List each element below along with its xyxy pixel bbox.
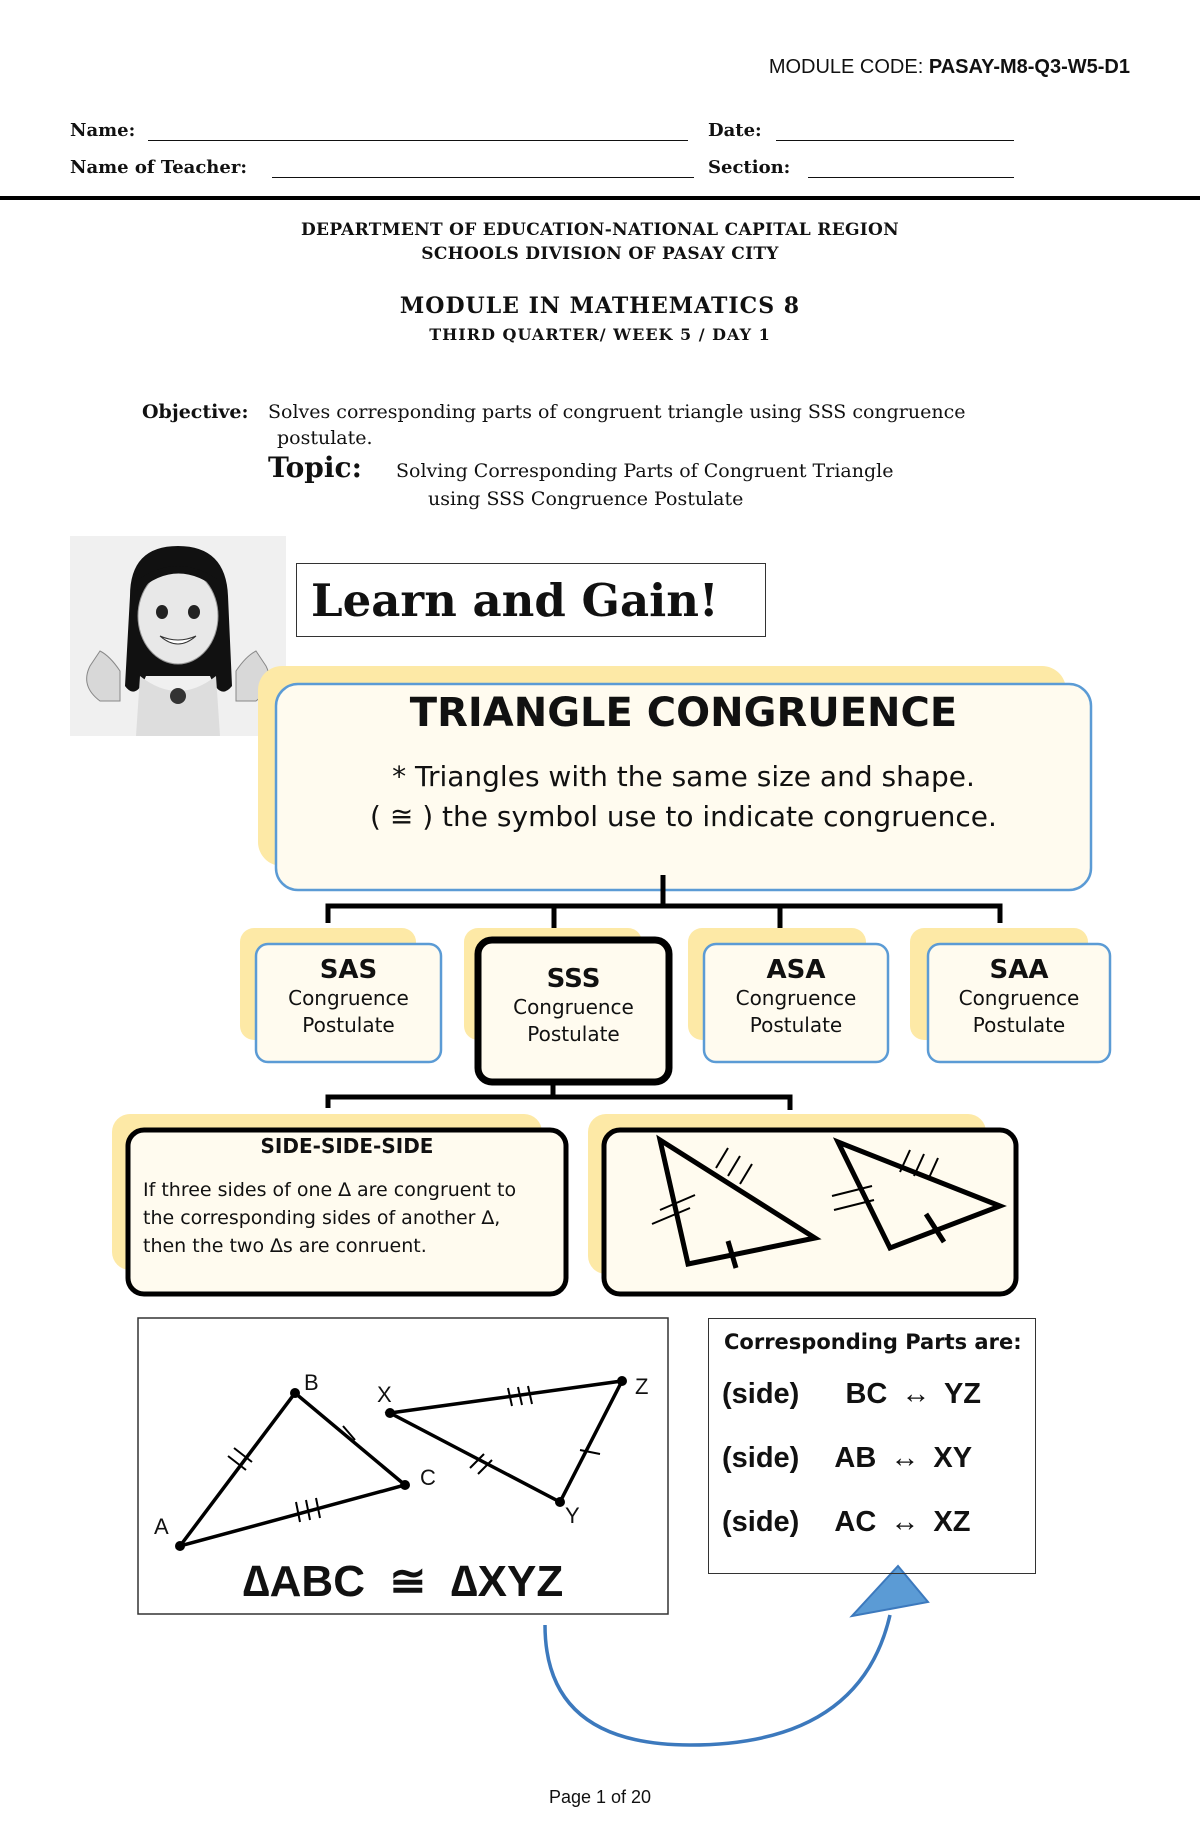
postulate-line1: Congruence <box>958 986 1080 1010</box>
double-arrow-icon: ↔ <box>890 1506 920 1538</box>
corresponding-row <box>722 1442 972 1475</box>
learn-heading: Learn and Gain! <box>296 563 766 637</box>
postulate-line2: Postulate <box>527 1022 620 1046</box>
section-label: Section: <box>708 157 791 178</box>
part-left: BC <box>845 1378 888 1410</box>
congruence-statement: ∆ABC ≅ ∆XYZ <box>242 1557 564 1606</box>
part-left: AC <box>834 1506 877 1538</box>
double-arrow-icon: ↔ <box>890 1442 920 1474</box>
part-kind: (side) <box>722 1506 800 1538</box>
postulate-line1: Congruence <box>735 986 857 1010</box>
dept-line2: SCHOOLS DIVISION OF PASAY CITY <box>421 244 779 264</box>
postulate-sas <box>256 955 441 1039</box>
sss-line2: the corresponding sides of another ∆, <box>143 1207 501 1229</box>
topic-text2: using SSS Congruence Postulate <box>428 488 744 510</box>
module-title: MODULE IN MATHEMATICS 8 <box>399 293 801 319</box>
part-right: XY <box>933 1442 973 1474</box>
objective-text2: postulate. <box>277 427 373 449</box>
corresponding-row <box>722 1506 970 1539</box>
double-arrow-icon: ↔ <box>901 1378 931 1410</box>
postulate-line2: Postulate <box>749 1013 843 1037</box>
postulate-line2: Postulate <box>302 1013 395 1037</box>
part-kind: (side) <box>722 1378 800 1410</box>
name-label: Name: <box>70 120 136 141</box>
vertex-z: Z <box>635 1374 649 1399</box>
sss-line3: then the two ∆s are conruent. <box>143 1235 427 1257</box>
module-code-value: PASAY-M8-Q3-W5-D1 <box>928 56 1130 78</box>
postulate-saa <box>928 955 1110 1039</box>
part-right: XZ <box>933 1506 971 1538</box>
vertex-b: B <box>304 1370 319 1395</box>
main-line1: * Triangles with the same size and shape. <box>392 760 975 793</box>
vertex-a: A <box>154 1514 169 1539</box>
vertex-y: Y <box>565 1503 580 1528</box>
part-left: AB <box>834 1442 877 1474</box>
postulate-line1: Congruence <box>288 986 409 1010</box>
postulate-sss <box>478 964 669 1048</box>
sss-line1: If three sides of one ∆ are congruent to <box>143 1179 517 1201</box>
sss-title: SIDE-SIDE-SIDE <box>260 1134 434 1158</box>
date-label: Date: <box>708 120 762 141</box>
corresponding-row <box>722 1378 981 1411</box>
quarter-title: THIRD QUARTER/ WEEK 5 / DAY 1 <box>429 325 771 344</box>
postulate-abbr: ASA <box>766 955 826 985</box>
page-number: Page 1 of 20 <box>548 1787 652 1807</box>
corresponding-title: Corresponding Parts are: <box>724 1330 1022 1354</box>
part-right: YZ <box>943 1378 982 1410</box>
postulate-line2: Postulate <box>972 1013 1066 1037</box>
curved-arrow <box>545 1615 890 1745</box>
postulate-abbr: SAS <box>319 955 378 985</box>
objective-label: Objective: <box>142 401 249 423</box>
vertex-c: C <box>420 1465 436 1490</box>
part-kind: (side) <box>722 1442 800 1474</box>
postulate-abbr: SSS <box>546 964 601 994</box>
main-title: TRIANGLE CONGRUENCE <box>409 690 958 736</box>
topic-label: Topic: <box>268 451 362 484</box>
module-code-label: MODULE CODE: <box>768 56 924 78</box>
postulate-asa <box>704 955 888 1039</box>
dept-line1: DEPARTMENT OF EDUCATION-NATIONAL CAPITAL REGION <box>301 220 899 240</box>
topic-text1: Solving Corresponding Parts of Congruent Triangle <box>396 460 894 482</box>
main-line2: ( ≅ ) the symbol use to indicate congruence. <box>370 800 997 833</box>
postulate-line1: Congruence <box>513 995 634 1019</box>
objective-text1: Solves corresponding parts of congruent triangle using SSS congruence <box>268 401 966 423</box>
postulate-abbr: SAA <box>989 955 1049 985</box>
sss-definition <box>143 1176 516 1260</box>
vertex-x: X <box>377 1382 392 1407</box>
teacher-label: Name of Teacher: <box>70 157 247 178</box>
